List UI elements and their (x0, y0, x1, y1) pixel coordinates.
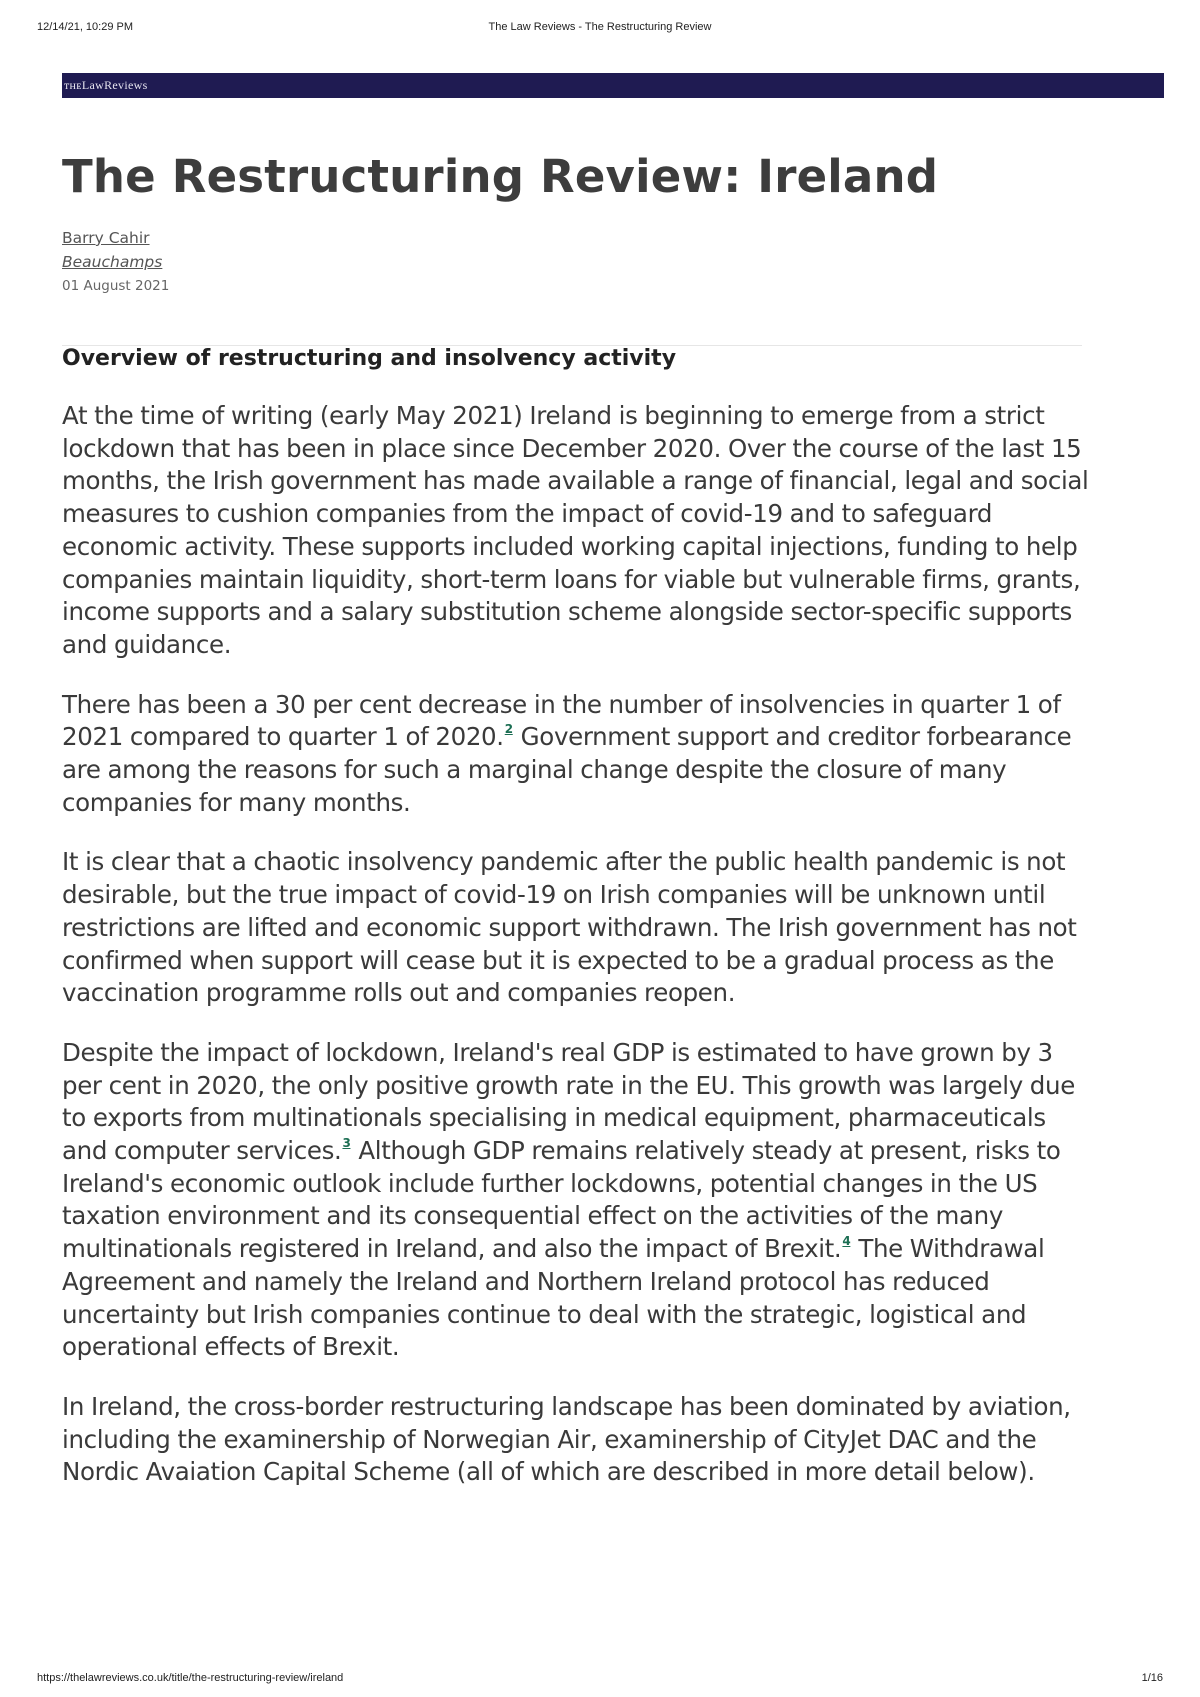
paragraph (62, 1037, 1092, 1364)
paragraph: In Ireland, the cross-border restructuring landscape has been dominated by aviation, including the examinership of Norwegian Air, examinership of CityJet DAC and the Nordic Avaiation Capital Scheme (all of which are described in more detail below). (62, 1391, 1071, 1487)
brand-bar (62, 73, 1164, 98)
print-page-number: 1/16 (1141, 1672, 1163, 1684)
author-link[interactable]: Barry Cahir (62, 229, 150, 247)
paragraph: It is clear that a chaotic insolvency pandemic after the public health pandemic is not desirable, but the true impact of covid-19 on Irish companies will be unknown until restrictions are lifted and economic support withdrawn. The Irish government has not confirmed when support will cease but it is expected to be a gradual process as the vaccination programme rolls out and companies reopen. (62, 847, 1077, 1008)
footnote-link[interactable]: 3 (342, 1136, 351, 1151)
firm-link[interactable]: Beauchamps (62, 253, 163, 271)
byline (62, 226, 169, 296)
page-title: The Restructuring Review: Ireland (62, 150, 939, 203)
print-page-title: The Law Reviews - The Restructuring Review (488, 21, 712, 33)
print-footer (37, 1672, 1163, 1688)
publish-date: 01 August 2021 (62, 278, 170, 294)
print-url: https://thelawreviews.co.uk/title/the-restructuring-review/ireland (37, 1672, 344, 1684)
footnote-link[interactable]: 4 (842, 1234, 851, 1249)
section-heading: Overview of restructuring and insolvency activity (62, 346, 677, 371)
paragraph-text: Despite the impact of lockdown, Ireland's real GDP is estimated to have grown by 3 per cent in 2020, the only positive growth rate in the EU. This growth was largely due to exports from multinationals specialising in medical equipment, pharmaceuticals and computer services. (62, 1037, 1075, 1166)
paragraph: At the time of writing (early May 2021) Ireland is beginning to emerge from a strict lockdown that has been in place since December 2020. Over the course of the last 15 months, the Irish government has made available a range of financial, legal and social measures to cushion companies from the impact of covid-19 and to safeguard economic activity. These supports included working capital injections, funding to help companies maintain liquidity, short-term loans for viable but vulnerable firms, grants, income supports and a salary substitution scheme alongside sector-specific supports and guidance. (62, 401, 1089, 659)
footnote-link[interactable]: 2 (504, 722, 513, 737)
paragraph-text: The Withdrawal Agreement and namely the Ireland and Northern Ireland protocol has reduced uncertainty but Irish companies continue to deal with the strategic, logistical and operational effects of Brexit. (62, 1234, 1045, 1362)
paragraph-text: Although GDP remains relatively steady at present, risks to Ireland's economic outlook include further lockdowns, potential changes in the US taxation environment and its consequential effect on the activities of the many multinationals registered in Ireland, and also the impact of Brexit. (62, 1136, 1061, 1264)
print-header (37, 21, 1163, 37)
article-body (62, 400, 1092, 1516)
paragraph (62, 689, 1092, 820)
print-datetime: 12/14/21, 10:29 PM (37, 21, 134, 33)
site-logo[interactable]: ᴛʜᴇLawReviews (64, 78, 148, 92)
paragraph-text: Government support and creditor forbearance are among the reasons for such a marginal change despite the closure of many companies for many months. (62, 722, 1072, 817)
paragraph-text: There has been a 30 per cent decrease in the number of insolvencies in quarter 1 of 2021 compared to quarter 1 of 2020. (62, 689, 1061, 752)
